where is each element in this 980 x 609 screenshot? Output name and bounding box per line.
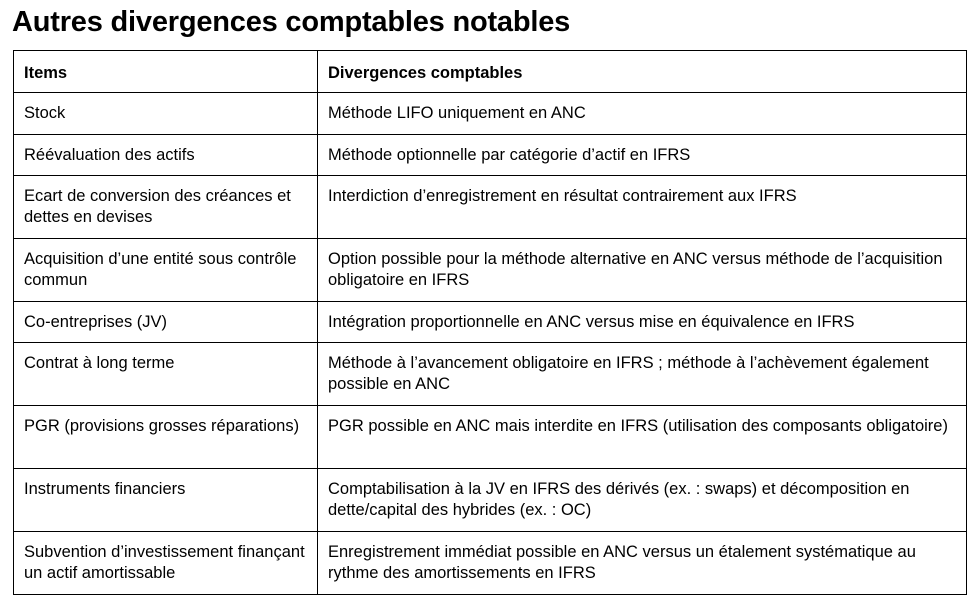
column-header-items: Items (14, 51, 318, 93)
item-cell: Co-entreprises (JV) (14, 302, 318, 343)
divergence-cell: Enregistrement immédiat possible en ANC versus un étalement systématique au rythme des amortissements en IFRS (318, 532, 967, 595)
divergence-cell: Option possible pour la méthode alternative en ANC versus méthode de l’acquisition obligatoire en IFRS (318, 239, 967, 302)
table-header-row (14, 51, 967, 93)
table-row (14, 406, 967, 469)
table-row (14, 469, 967, 532)
divergence-cell: Comptabilisation à la JV en IFRS des dérivés (ex. : swaps) et décomposition en dette/capital des hybrides (ex. : OC) (318, 469, 967, 532)
item-cell: Contrat à long terme (14, 343, 318, 406)
item-cell: Instruments financiers (14, 469, 318, 532)
column-header-divergences: Divergences comptables (318, 51, 967, 93)
divergence-cell: Méthode LIFO uniquement en ANC (318, 93, 967, 135)
divergence-cell: PGR possible en ANC mais interdite en IFRS (utilisation des composants obligatoire) (318, 406, 967, 469)
table-row (14, 93, 967, 135)
table-row (14, 239, 967, 302)
item-cell: Ecart de conversion des créances et dettes en devises (14, 176, 318, 239)
item-cell: Subvention d’investissement finançant un actif amortissable (14, 532, 318, 595)
table-row (14, 343, 967, 406)
table-row (14, 135, 967, 176)
item-cell: Acquisition d’une entité sous contrôle commun (14, 239, 318, 302)
divergence-cell: Méthode à l’avancement obligatoire en IFRS ; méthode à l’achèvement également possible en ANC (318, 343, 967, 406)
divergences-table (13, 50, 967, 595)
item-cell: PGR (provisions grosses réparations) (14, 406, 318, 469)
divergence-cell: Interdiction d’enregistrement en résultat contrairement aux IFRS (318, 176, 967, 239)
table-row (14, 176, 967, 239)
page-title: Autres divergences comptables notables (12, 6, 571, 38)
divergence-cell: Intégration proportionnelle en ANC versus mise en équivalence en IFRS (318, 302, 967, 343)
divergence-cell: Méthode optionnelle par catégorie d’actif en IFRS (318, 135, 967, 176)
item-cell: Stock (14, 93, 318, 135)
table-row (14, 532, 967, 595)
table-row (14, 302, 967, 343)
item-cell: Réévaluation des actifs (14, 135, 318, 176)
